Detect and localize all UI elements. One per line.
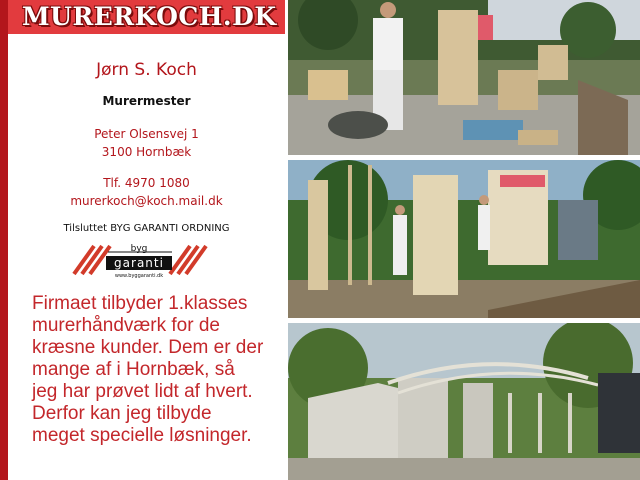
description-line: meget specielle løsninger. — [32, 425, 252, 446]
photo-wall-construction — [288, 160, 640, 318]
byg-garanti-logo-graphic — [68, 240, 216, 278]
description-line: Derfor kan jeg tilbyde — [32, 403, 212, 424]
byg-garanti-logo[interactable] — [68, 240, 216, 278]
contact-name: Jørn S. Koch — [96, 60, 197, 80]
logo-word-byg: byg — [130, 244, 148, 254]
phone-number: Tlf. 4970 1080 — [103, 176, 190, 190]
description-line: murerhåndværk for de — [32, 315, 220, 336]
logo-url: www.byggaranti.dk — [114, 273, 164, 278]
header-banner — [8, 0, 285, 34]
photo-mason-wheelbarrow — [288, 0, 640, 155]
logo-word-garanti: garanti — [114, 256, 164, 270]
left-accent-stripe — [0, 0, 8, 480]
contact-title: Murermester — [102, 94, 191, 108]
description-line: Firmaet tilbyder 1.klasses — [32, 293, 248, 314]
address-line-2: 3100 Hornbæk — [101, 145, 192, 159]
brand-logo-text[interactable]: MURERKOCH.DK — [22, 2, 277, 31]
photo-house-pergola — [288, 323, 640, 480]
description-line: kræsne kunder. Dem er der — [32, 337, 264, 358]
membership-text: Tilsluttet BYG GARANTI ORDNING — [63, 223, 230, 234]
address-line-1: Peter Olsensvej 1 — [94, 127, 199, 141]
description-line: jeg har prøvet lidt af hvert. — [32, 381, 253, 402]
email-link[interactable]: murerkoch@koch.mail.dk — [70, 194, 223, 208]
company-description — [32, 293, 282, 447]
description-line: mange af i Hornbæk, så — [32, 359, 235, 380]
